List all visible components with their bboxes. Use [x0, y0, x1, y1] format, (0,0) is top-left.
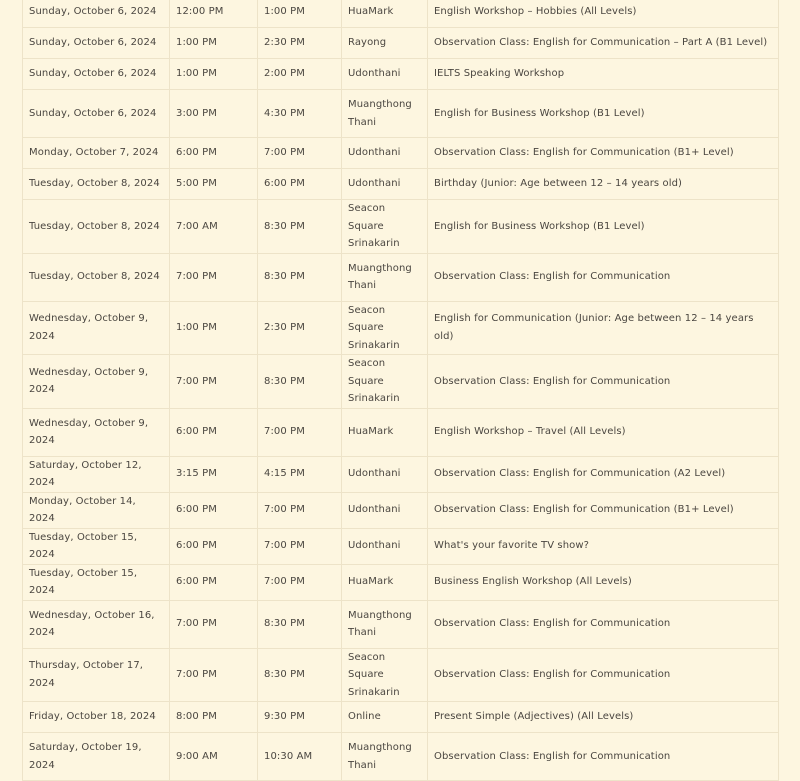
- cell-date: Tuesday, October 8, 2024: [23, 200, 170, 254]
- cell-location: HuaMark: [342, 408, 428, 456]
- cell-date: Wednesday, October 9, 2024: [23, 355, 170, 409]
- table-row: [23, 0, 779, 28]
- cell-class-name: English for Business Workshop (B1 Level): [428, 90, 779, 138]
- cell-class-name: Observation Class: English for Communication – Part A (B1 Level): [428, 28, 779, 59]
- cell-class-name: English Workshop – Travel (All Levels): [428, 408, 779, 456]
- cell-date: Sunday, October 6, 2024: [23, 90, 170, 138]
- cell-start-time: 3:15 PM: [170, 456, 258, 492]
- table-row: [23, 138, 779, 169]
- cell-end-time: 6:00 PM: [258, 169, 342, 200]
- cell-end-time: 2:00 PM: [258, 59, 342, 90]
- cell-end-time: 4:30 PM: [258, 90, 342, 138]
- cell-end-time: 2:30 PM: [258, 28, 342, 59]
- table-row: [23, 564, 779, 600]
- cell-location: Muangthong Thani: [342, 600, 428, 648]
- cell-start-time: 12:00 PM: [170, 0, 258, 28]
- table-row: [23, 702, 779, 733]
- cell-date: Friday, October 18, 2024: [23, 702, 170, 733]
- cell-location: Udonthani: [342, 492, 428, 528]
- cell-date: Saturday, October 12, 2024: [23, 456, 170, 492]
- cell-start-time: 7:00 PM: [170, 600, 258, 648]
- cell-location: Muangthong Thani: [342, 90, 428, 138]
- cell-location: Udonthani: [342, 169, 428, 200]
- cell-class-name: English for Business Workshop (B1 Level): [428, 200, 779, 254]
- cell-start-time: 5:00 PM: [170, 169, 258, 200]
- cell-end-time: 7:00 PM: [258, 564, 342, 600]
- cell-location: HuaMark: [342, 564, 428, 600]
- cell-end-time: 9:30 PM: [258, 702, 342, 733]
- cell-location: Udonthani: [342, 456, 428, 492]
- table-row: [23, 408, 779, 456]
- cell-class-name: Observation Class: English for Communication (A2 Level): [428, 456, 779, 492]
- table-row: [23, 355, 779, 409]
- cell-start-time: 9:00 AM: [170, 733, 258, 781]
- cell-date: Sunday, October 6, 2024: [23, 59, 170, 90]
- schedule-table-container: [22, 0, 778, 781]
- cell-date: Sunday, October 6, 2024: [23, 28, 170, 59]
- cell-date: Tuesday, October 8, 2024: [23, 169, 170, 200]
- cell-location: Rayong: [342, 28, 428, 59]
- cell-date: Monday, October 14, 2024: [23, 492, 170, 528]
- schedule-table: [22, 0, 779, 781]
- cell-class-name: Observation Class: English for Communication (B1+ Level): [428, 138, 779, 169]
- cell-class-name: Business English Workshop (All Levels): [428, 564, 779, 600]
- cell-location: Muangthong Thani: [342, 253, 428, 301]
- table-row: [23, 253, 779, 301]
- table-row: [23, 528, 779, 564]
- cell-location: Udonthani: [342, 528, 428, 564]
- cell-class-name: Present Simple (Adjectives) (All Levels): [428, 702, 779, 733]
- cell-end-time: 8:30 PM: [258, 253, 342, 301]
- cell-location: Udonthani: [342, 59, 428, 90]
- cell-date: Tuesday, October 15, 2024: [23, 528, 170, 564]
- cell-start-time: 6:00 PM: [170, 408, 258, 456]
- cell-start-time: 3:00 PM: [170, 90, 258, 138]
- cell-start-time: 7:00 PM: [170, 355, 258, 409]
- table-row: [23, 600, 779, 648]
- cell-class-name: English Workshop – Hobbies (All Levels): [428, 0, 779, 28]
- cell-end-time: 7:00 PM: [258, 528, 342, 564]
- cell-class-name: Birthday (Junior: Age between 12 – 14 years old): [428, 169, 779, 200]
- cell-date: Monday, October 7, 2024: [23, 138, 170, 169]
- cell-class-name: Observation Class: English for Communication: [428, 355, 779, 409]
- cell-start-time: 6:00 PM: [170, 492, 258, 528]
- table-row: [23, 733, 779, 781]
- table-row: [23, 90, 779, 138]
- table-row: [23, 169, 779, 200]
- table-row: [23, 648, 779, 702]
- table-row: [23, 301, 779, 355]
- cell-start-time: 1:00 PM: [170, 28, 258, 59]
- table-row: [23, 492, 779, 528]
- cell-end-time: 7:00 PM: [258, 408, 342, 456]
- cell-date: Thursday, October 17, 2024: [23, 648, 170, 702]
- cell-end-time: 4:15 PM: [258, 456, 342, 492]
- table-row: [23, 456, 779, 492]
- cell-start-time: 7:00 PM: [170, 648, 258, 702]
- table-row: [23, 28, 779, 59]
- cell-start-time: 6:00 PM: [170, 138, 258, 169]
- cell-end-time: 7:00 PM: [258, 492, 342, 528]
- cell-date: Wednesday, October 16, 2024: [23, 600, 170, 648]
- cell-date: Tuesday, October 15, 2024: [23, 564, 170, 600]
- cell-end-time: 7:00 PM: [258, 138, 342, 169]
- cell-location: Seacon Square Srinakarin: [342, 355, 428, 409]
- cell-class-name: IELTS Speaking Workshop: [428, 59, 779, 90]
- cell-class-name: Observation Class: English for Communication: [428, 648, 779, 702]
- cell-end-time: 8:30 PM: [258, 355, 342, 409]
- cell-start-time: 1:00 PM: [170, 59, 258, 90]
- cell-end-time: 1:00 PM: [258, 0, 342, 28]
- cell-start-time: 1:00 PM: [170, 301, 258, 355]
- cell-date: Sunday, October 6, 2024: [23, 0, 170, 28]
- cell-location: Seacon Square Srinakarin: [342, 648, 428, 702]
- cell-date: Saturday, October 19, 2024: [23, 733, 170, 781]
- cell-location: Muangthong Thani: [342, 733, 428, 781]
- cell-location: Seacon Square Srinakarin: [342, 301, 428, 355]
- cell-location: Seacon Square Srinakarin: [342, 200, 428, 254]
- cell-date: Wednesday, October 9, 2024: [23, 301, 170, 355]
- cell-location: Udonthani: [342, 138, 428, 169]
- cell-end-time: 8:30 PM: [258, 600, 342, 648]
- table-row: [23, 59, 779, 90]
- cell-class-name: Observation Class: English for Communication: [428, 733, 779, 781]
- cell-class-name: What's your favorite TV show?: [428, 528, 779, 564]
- cell-date: Wednesday, October 9, 2024: [23, 408, 170, 456]
- cell-class-name: Observation Class: English for Communication (B1+ Level): [428, 492, 779, 528]
- cell-start-time: 6:00 PM: [170, 528, 258, 564]
- cell-end-time: 8:30 PM: [258, 200, 342, 254]
- cell-end-time: 2:30 PM: [258, 301, 342, 355]
- cell-end-time: 8:30 PM: [258, 648, 342, 702]
- cell-start-time: 8:00 PM: [170, 702, 258, 733]
- table-row: [23, 200, 779, 254]
- cell-location: HuaMark: [342, 0, 428, 28]
- cell-start-time: 7:00 PM: [170, 253, 258, 301]
- cell-start-time: 7:00 AM: [170, 200, 258, 254]
- cell-end-time: 10:30 AM: [258, 733, 342, 781]
- cell-class-name: Observation Class: English for Communication: [428, 600, 779, 648]
- cell-class-name: Observation Class: English for Communication: [428, 253, 779, 301]
- cell-date: Tuesday, October 8, 2024: [23, 253, 170, 301]
- cell-start-time: 6:00 PM: [170, 564, 258, 600]
- cell-location: Online: [342, 702, 428, 733]
- cell-class-name: English for Communication (Junior: Age between 12 – 14 years old): [428, 301, 779, 355]
